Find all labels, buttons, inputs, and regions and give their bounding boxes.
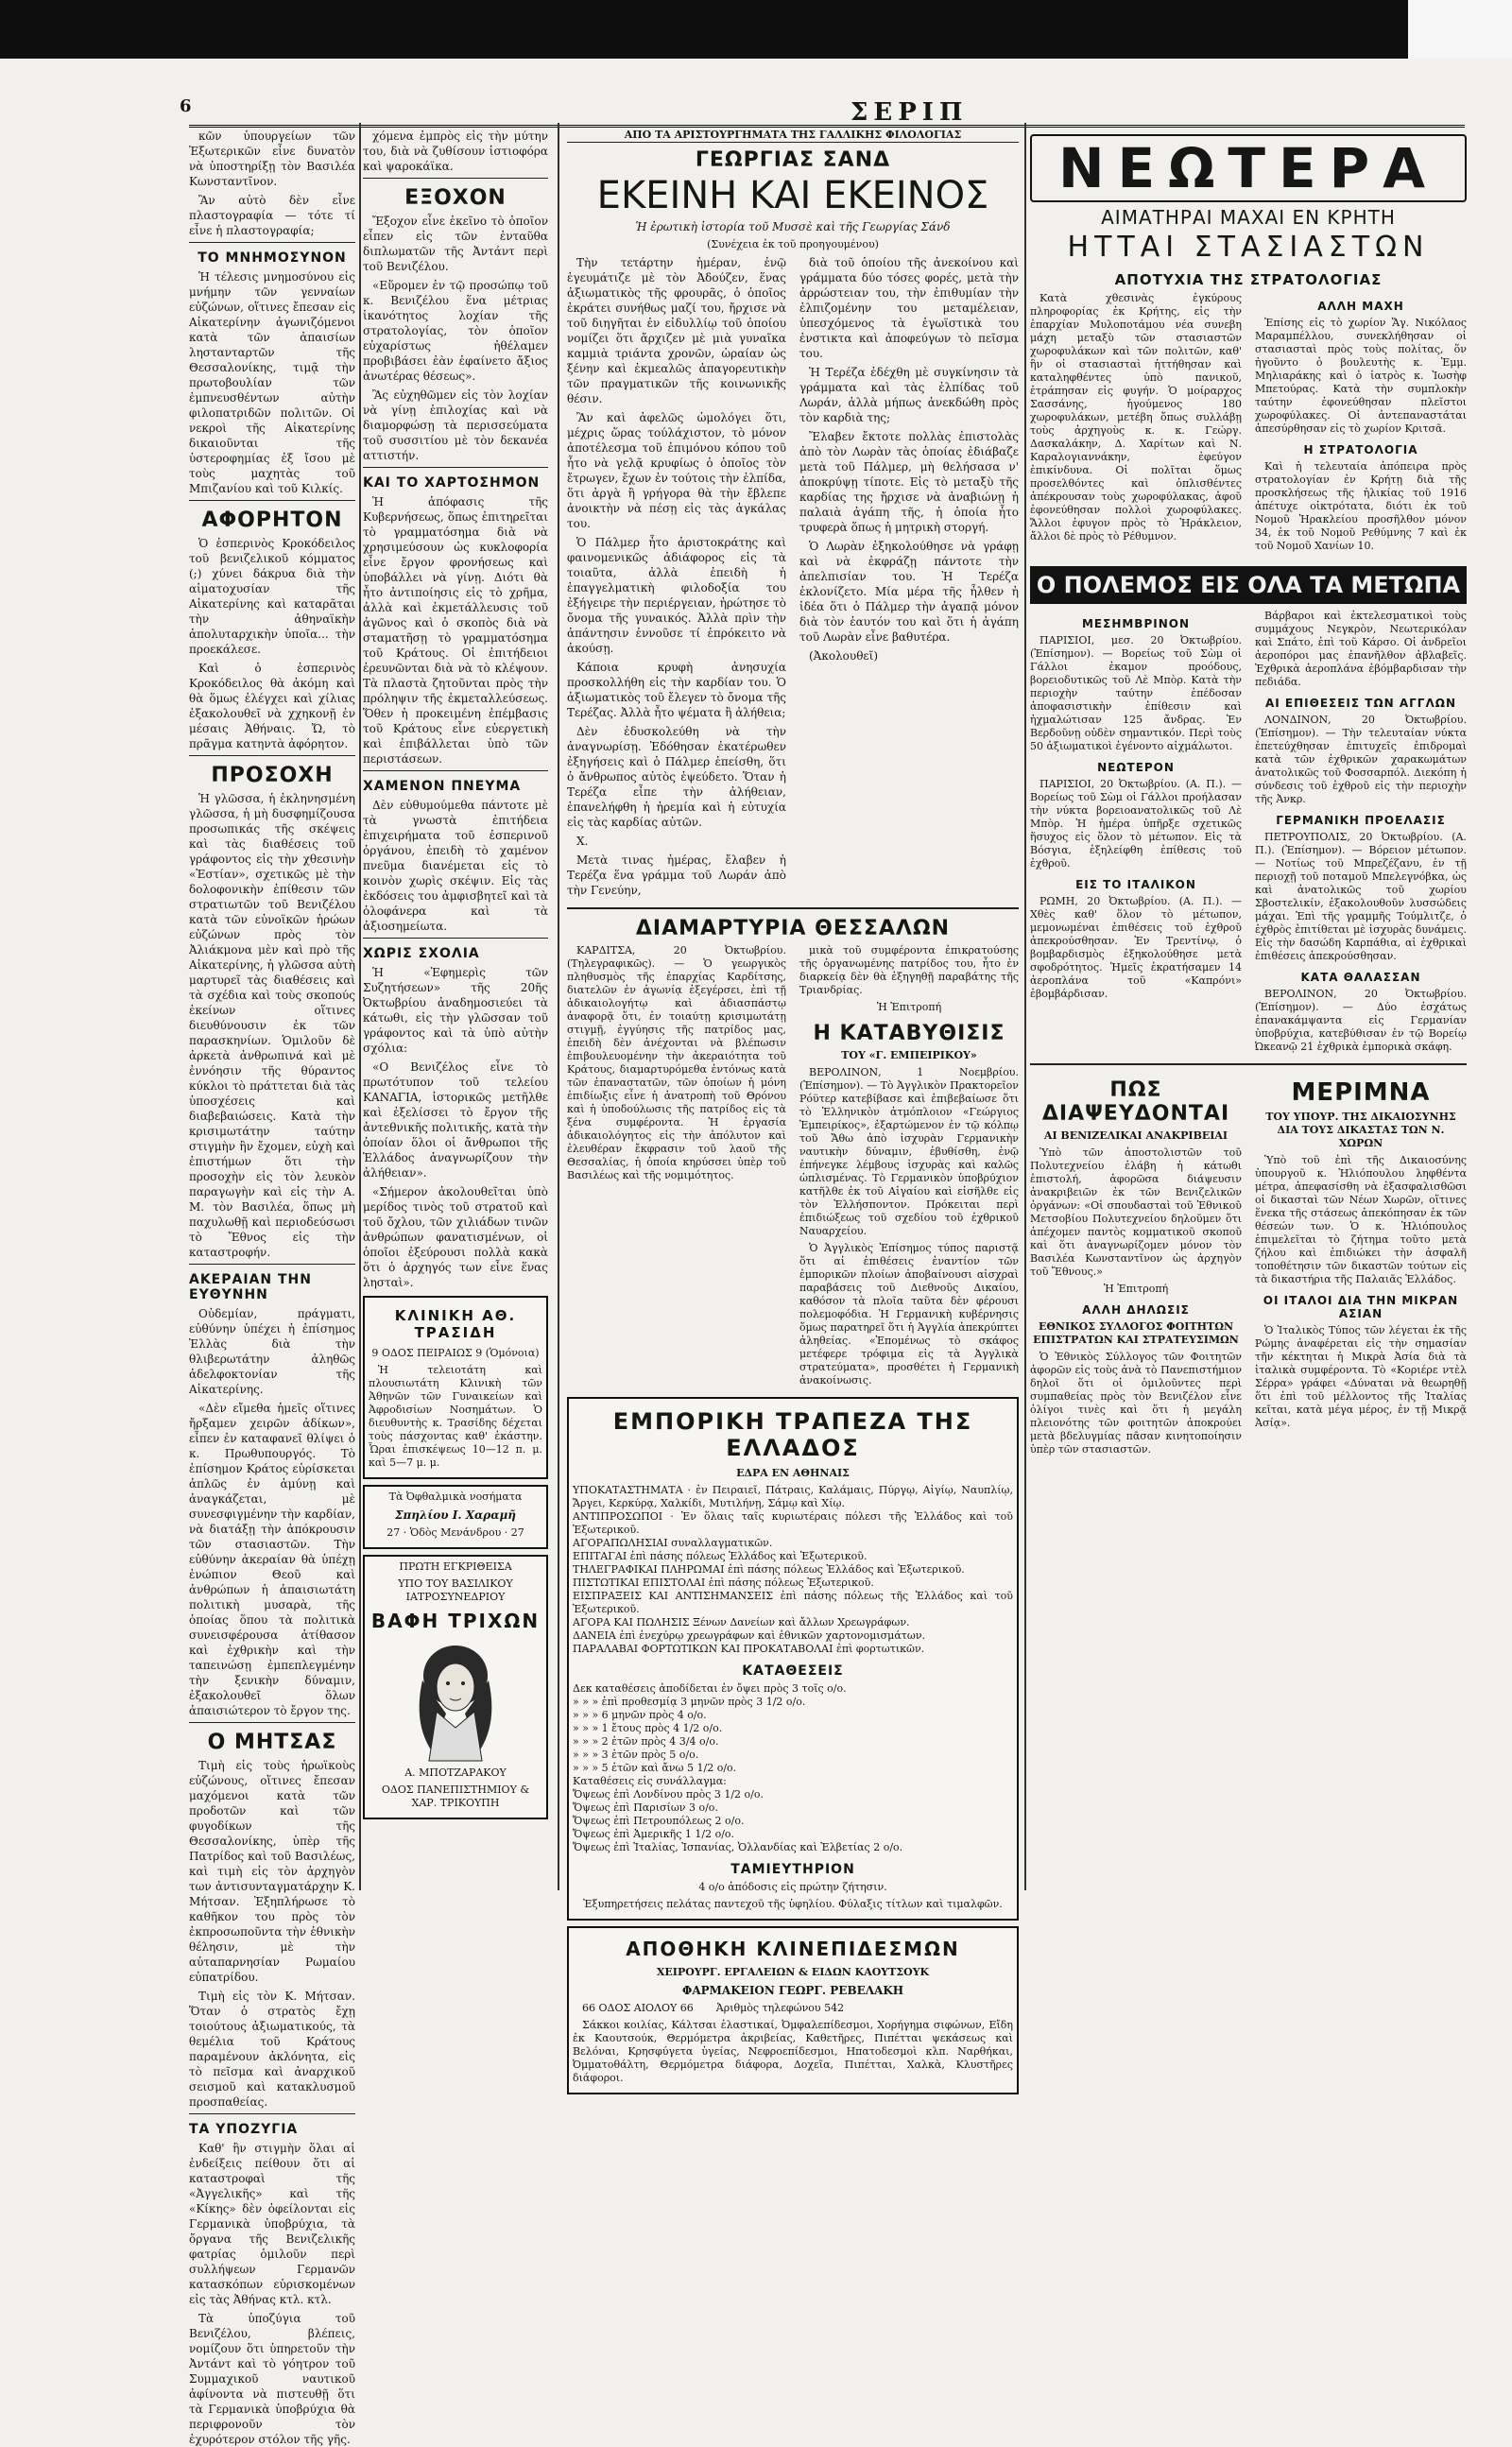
serial-header: ΑΠΟ ΤΑ ΑΡΙΣΤΟΥΡΓΗΜΑΤΑ ΤΗΣ ΓΑΛΛΙΚΗΣ ΦΙΛΟΛΟΓΙΑΣ [567, 129, 1019, 143]
article-heading: ΑΦΟΡΗΤΟΝ [201, 508, 343, 532]
article-paragraph: «Ο Βενιζέλος εἶνε τὸ πρωτότυπον τοῦ τελείου ΚΑΝΑΓΙΑ, ἱστορικῶς μετῆλθε καὶ ἐξελίσσει τὸ ἔργον τῆς ἀντεθνικῆς πολιτικῆς, κατὰ τὴν ὁποίαν ὅλοι οἱ ἄνθρωποι τῆς Ἑλλάδος ἀναγνωρίζουν τὴν ἀλήθειαν». [363, 1060, 548, 1180]
war-text: Βάρβαροι καὶ ἐκτελεσματικοὶ τοὺς συμμάχους Νεγκρὸν, Νεωτερικόλαν καὶ Σπάτο, ἐπὶ τοῦ Κάρσο. Οἱ ἀνδρεῖοι ἀεροπόροι μας ἐπανῆλθον ἀβλαβεῖς. Ἐχθρικὰ ἀεροπλάνα ἐβόμβαρδισαν τὴν πεδιάδα. [1255, 610, 1467, 688]
protest-sign: Ἡ Ἐπιτροπή [876, 1001, 942, 1013]
deposit-rates [573, 1696, 1013, 1775]
hairdye-title: ΒΑΦΗ ΤΡΙΧΩΝ [370, 1610, 541, 1632]
sinking-text: Ὁ Ἀγγλικὸς Ἐπίσημος τύπος παριστᾷ ὅτι αἱ ἐπιθέσεις ἐναντίον τῶν ἐμπορικῶν πλοίων ἀποβαίνουσι αἰσχραὶ παραβάσεις τοῦ Διεθνοῦς Δικαίου, καθόσον τὰ πλοῖα ταῦτα δὲν φέρουσι πολεμοφόδια. Ἡ Γερμανικὴ κυβέρνησις ὅμως παρατηρεῖ ὅτι ἡ Ἀγγλία ἀπεκρύπτει ἀληθείας. «Ἐπομένως τὸ σκάφος μετέφερε τρόφιμα εἰς τὰ Ἀγγλικὰ στρατεύματα», προσθέτει ἡ Γερμανικὴ ἀνακοίνωσις. [799, 1242, 1019, 1387]
bank-service-line: ΥΠΟΚΑΤΑΣΤΗΜΑΤΑ · ἐν Πειραιεῖ, Πάτραις, Καλάμαις, Πύργῳ, Αἰγίῳ, Ναυπλίῳ, Ἄργει, Κερκύρᾳ, Χαλκίδι, Μυτιλήνῃ, Σάμῳ καὶ Χίῳ. [573, 1484, 1013, 1509]
pharmacy-advert [567, 1926, 1019, 2094]
denial-text: Ὁ Ἐθνικὸς Σύλλογος τῶν Φοιτητῶν ἀφορῶν εἰς τοὺς ἀνὰ τὸ Πανεπιστήμιον δηλοῖ ὅτι οἱ ὁμιλοῦντες περὶ συμπαθείας πρὸς τὸν Βενιζέλον εἶνε ὀλίγοι τινὲς καὶ ὅτι ἡ μεγάλη πλειονότης τῶν φοιτητῶν ἀποκρούει μετὰ βδελυγμίας πᾶσαν κινητοποίησιν ὑπὲρ τῶν στασιαστῶν. [1030, 1351, 1242, 1456]
article-paragraph: Καὶ ὁ ἐσπερινὸς Κροκόδειλος θὰ ἀκόμη καὶ θὰ ὅμως ἐλέγχει καὶ χίλιας ἐξακολουθεῖ νὰ χχηκονῇ ἐν μέσαις Ἀθήναις. Ὤ, τὸ πρᾶγμα κατηντὰ ἀφόρητον. [189, 662, 355, 750]
pharmacy-title: ΑΠΟΘΗΚΗ ΚΛΙΝΕΠΙΔΕΣΜΩΝ [626, 1938, 960, 1960]
divider [363, 938, 548, 939]
merimna-subtitle: ΤΟΥ ΥΠΟΥΡ. ΤΗΣ ΔΙΚΑΙΟΣΥΝΗΣ ΔΙΑ ΤΟΥΣ ΔΙΚΑΣΤΑΣ ΤΩΝ Ν. ΧΩΡΩΝ [1265, 1111, 1456, 1149]
bank-service-line: ΠΙΣΤΩΤΙΚΑΙ ΕΠΙΣΤΟΛΑΙ ἐπὶ πάσης πόλεως Ἐξωτερικοῦ. [573, 1577, 874, 1589]
divider [363, 467, 548, 468]
scan-dark-band [0, 0, 1512, 59]
eye-advert-doctor: Σπηλίου Ι. Χαραμῆ [395, 1508, 516, 1522]
deposit-rate-line: » » » ἐπὶ προθεσμίᾳ 3 μηνῶν πρὸς 3 1/2 ο/ο. [573, 1696, 806, 1708]
crete-text: Κατὰ χθεσινὰς ἐγκύρους πληροφορίας ἐκ Κρήτης, εἰς τὴν ἐπαρχίαν Μυλοποτάμου νέα συνεβη μάχη μεταξὺ τῶν στασιαστῶν χωροφυλάκων καὶ τῶν πολιτῶν, καθ' ἣν οἱ στασιασταὶ ἡττήθησαν καὶ καταληφθέντες ὑπὸ πανικοῦ, ἐτράπησαν εἰς φυγήν. Ὁ μοίραρχος Σασσάνης, ἡγούμενος 180 χωροφυλάκων, μετέβη ὅπως συλλάβῃ τοὺς ἀρχηγοὺς κ. κ. Γεώργ. Δασκαλάκην, Δ. Χαρίτων καὶ Ν. Καραλογιαννάκην, ἐφεύγον ἐπικίνδυνα. Οἱ πολῖται ὅμως προσελθόντες καὶ ὁπλισθέντες ἀπέκρουσαν τοὺς χωροφύλακας, ἀφοῦ ἐφονεύθησαν πολλοὶ χωροφύλακες. Ἄλλοι ἐφυγον πρὸς τὸ Ἡράκλειον, ἄλλοι δὲ πρὸς τὸ Ρέθυμνον. [1030, 292, 1242, 543]
sinking-title: Η ΚΑΤΑΒΥΘΙΣΙΣ [813, 1022, 1005, 1045]
serial-paragraph: διὰ τοῦ ὁποίου τῆς ἀνεκοίνου καὶ γράμματα δύο τόσες φορές, μετὰ τὴν ἀρρώστειαν του, τὴν ἐπιθυμίαν τὴν ἐλπιζομένην του μεταμέλειαν, ὑπεσχόμενος τὰ ἐγωϊστικὰ του ἐνστικτα καὶ ἀποφεύγων τὸ πεῖσμα του. [799, 256, 1019, 360]
newspaper-name: ΣΕΡΙΠ [850, 98, 969, 127]
neotera-banner: ΝΕΩΤΕΡΑ [1030, 134, 1467, 202]
crete-text: Ἐπίσης εἰς τὸ χωρίον Ἅγ. Νικόλαος Μαραμπέλλου, συνεκλήθησαν οἱ στασιασταὶ πρὸς τοὺς πολίτας, ὅν ἡγοῦντο ὁ βουλευτὴς κ. Ἐμμ. Μηλιαράκης καὶ ὁ ἰατρὸς κ. Ἰωσὴφ Μπετούρας. Κατὰ τὴν συμπλοκὴν ταύτην ἐφονεύθησαν πλεῖστοι χωροφύλακες. Οἱ ἀντεπαναστάται ἀπεσύρθησαν εἰς τὸ χωρίον Κριτσᾶ. [1255, 317, 1467, 435]
article-paragraph: Δὲν εὐθυμούμεθα πάντοτε μὲ τὰ γνωστὰ ἐπιτήδεια ἐπιχειρήματα τοῦ ἐσπερινοῦ ὀργάνου, ἐπειδὴ τὸ χαμένον πνεῦμα διανέμεται εἰς τὸ κοινὸν χωρὶς σκέψιν. Εἰς τὰς ἐκδόσεις του ἀμφισβητεῖ καὶ τὰ ὁλοφάνερα καὶ τὰ ἀξιοσημείωτα. [363, 799, 548, 933]
savings-text: 4 ο/ο ἀπόδοσις εἰς πρώτην ζήτησιν. [698, 1881, 887, 1893]
divider [189, 755, 355, 756]
war-subhead: ΓΕΡΜΑΝΙΚΗ ΠΡΟΕΛΑΣΙΣ [1276, 814, 1446, 827]
article-paragraph: Ἂς εὐχηθῶμεν εἰς τὸν λοχίαν νὰ γίνῃ ἐπιλοχίας καὶ νὰ διαμορφώσῃ τὰ περισσεύματα τοῦ συσσιτίου μὲ τὸν δεκανέα αττιστήν. [363, 388, 548, 462]
hairdye-maker: Α. ΜΠΟΤΖΑΡΑΚΟΥ [404, 1766, 507, 1779]
clinic-title: ΚΛΙΝΙΚΗ ΑΘ. ΤΡΑΣΙΔΗ [394, 1307, 517, 1341]
pharmacy-phone: Ἀριθμὸς τηλεφώνου 542 [715, 2002, 845, 2014]
crete-text: Καὶ ἡ τελευταία ἀπόπειρα πρὸς στρατολογίαν ἐν Κρήτῃ διὰ τῆς προσκλήσεως τῆς ἡλικίας τοῦ 1916 ἀπέτυχε οἰκτρότατα, διότι ἐκ τοῦ Νομοῦ Ἡρακλείου προσῆλθον μόνον 34, ἐκ τοῦ Νομοῦ Ρεθύμνης 7 καὶ ἐκ τοῦ Νομοῦ Χανίων 10. [1255, 460, 1467, 552]
article-heading: ΠΡΟΣΟΧΗ [211, 764, 334, 787]
deposit-rate-line: » » » 1 ἔτους πρὸς 4 1/2 ο/ο. [573, 1722, 723, 1734]
denial-subhead: ΑΛΛΗ ΔΗΛΩΣΙΣ [1082, 1303, 1190, 1317]
serial-title: ΕΚΕΙΝΗ ΚΑΙ ΕΚΕΙΝΟΣ [596, 174, 989, 217]
serial-paragraph: Κάποια κρυφὴ ἀνησυχία προσκολλήθη εἰς τὴν καρδίαν του. Ὁ ἀξιωματικὸς τοῦ ἔλεγεν τὸ ὄνομα τῆς Τερέζας. Ἀλλὰ ἦτο ψέματα ἢ ἀλήθεια; [567, 661, 786, 719]
war-subhead: ΕΙΣ ΤΟ ΙΤΑΛΙΚΟΝ [1075, 878, 1196, 891]
serial-col-left [567, 255, 786, 902]
denial-sign: Ἡ Ἐπιτροπή [1103, 1283, 1169, 1295]
war-text: ΡΩΜΗ, 20 Ὀκτωβρίου. (Α. Π.). — Χθὲς καθ' ὅλον τὸ μέτωπον, μεμονωμέναι ἐπιθέσεις τοῦ ἐχθροῦ ἀπεκρούσθησαν. Ἐν Τρεντίνῳ, ὁ βομβαρδισμὸς ἐξηκολούθησε μετὰ σφοδρότητος. Ἡμεῖς ἐκρατήσαμεν 14 ἀεροπλάνα τοῦ «Καπρόνι» ἐβομβάρδισαν. [1030, 895, 1242, 1000]
column-rule [558, 123, 559, 1890]
article-paragraph: Τιμὴ εἰς τοὺς ἡρωϊκοὺς εὐζώνους, οἵτινες ἔπεσαν μαχόμενοι κατὰ τῶν προδοτῶν καὶ τῶν φυγοδίκων τῆς Θεσσαλονίκης, ὑπὲρ τῆς Πατρίδος καὶ τοῦ Βασιλέως, καὶ τιμὴ εἰς τὸν ἀρχηγὸν των ἀντισυνταγματάρχην Κ. Μήτσαν. Ἐξηπλήρωσε τὸ καθῆκον του πρὸς τὸν ἐκπροσωποῦντα τὴν ἐθνικὴν θέλησιν, μὲ τὴν αὐταπαρνησίαν Ρωμαίου εὐπατρίδου. [189, 1759, 355, 1984]
safe-text: Ἐξυπηρετήσεις πελάτας παντεχοῦ τῆς ὑφηλίου. Φύλαξις τίτλων καὶ τιμαλφῶν. [583, 1898, 1003, 1910]
crete-headline: ΑΠΟΤΥΧΙΑ ΤΗΣ ΣΤΡΑΤΟΛΟΓΙΑΣ [1114, 271, 1383, 288]
article-paragraph: Ὁ ἐσπερινὸς Κροκόδειλος τοῦ βενιζελικοῦ κόμματος (;) χύνει δάκρυα διὰ τὴν αἱματοχυσίαν τῆς Αἰκατερίνης καὶ καταρᾶται τὴν ἀθηναϊκὴν ἀπολυταρχικὴν ὑποῖα... τὴν προεκάλεσε. [189, 537, 355, 656]
woman-portrait-icon [408, 1638, 503, 1761]
serial-subtitle: Ἡ ἐρωτικὴ ἱστορία τοῦ Μυσσὲ καὶ τῆς Γεωργίας Σάνδ [635, 220, 951, 233]
hairdye-heading: ΠΡΩΤΗ ΕΓΚΡΙΘΕΙΣΑ [399, 1560, 512, 1573]
article-heading: ΧΩΡΙΣ ΣΧΟΛΙΑ [363, 946, 480, 961]
article-paragraph: Ἂν αὐτὸ δὲν εἶνε πλαστογραφία — τότε τί εἶνε ἡ πλαστογραφία; [189, 194, 355, 237]
denial-subhead: ΕΘΝΙΚΟΣ ΣΥΛΛΟΓΟΣ ΦΟΙΤΗΤΩΝ ΕΠΙΣΤΡΑΤΩΝ ΚΑΙ ΣΤΡΑΤΕΥΣΙΜΩΝ [1033, 1320, 1239, 1346]
protest-title: ΔΙΑΜΑΡΤΥΡΙΑ ΘΕΣΣΑΛΩΝ [635, 917, 951, 940]
serial-paragraph: Μετὰ τινας ἡμέρας, ἔλαβεν ἡ Τερέζα ἕνα γράμμα τοῦ Λωράν ἀπὸ τὴν Γενεύην, [567, 853, 786, 897]
article-paragraph: Ἡ τέλεσις μνημοσύνου εἰς μνήμην τῶν γενναίων εὐζώνων, οἵτινες ἔπεσαν εἰς Αἰκατερίνην ἀγωνιζόμενοι κατὰ τῶν ἀπαισίων ληστανταρτῶν τῆς Θεσσαλονίκης, τιμᾷ τὴν πρωτοβουλίαν τῶν ἐμπνευσθέντων αὐτὴν φιλοπατριδῶν πολιτῶν. Οἱ νεκροὶ τῆς Αἰκατερίνης δικαιοῦνται τῆς ὑστεροφημίας ἐξ ἴσου μὲ τοὺς μαχητὰς τοῦ Μπιζανίου καὶ τοῦ Κιλκίς. [189, 270, 355, 495]
protest-text: μικὰ τοῦ συμφέροντα ἐπικρατούσης τῆς ὀργανωμένης πατρίδος του, ἦτο ἐν διαρκείᾳ δὲν θὰ ἐξηγηθῇ παραβάτης τῆς Τριανδρίας. [799, 944, 1019, 996]
eye-doctor-advert [363, 1485, 548, 1549]
war-subhead: ΜΕΣΗΜΒΡΙΝΟΝ [1081, 617, 1190, 630]
pharmacy-text: Σάκκοι κοιλίας, Κάλτσαι ἐλαστικαί, Ὀμφαλεπίδεσμοι, Χορήγημα σιφώνων, Εἴδη ἐκ Καουτσούκ, Θερμόμετρα ἀκριβείας, Καθετῆρες, Πιπέτται ψεκάσεως καὶ Βελόναι, Κρησφύγετα ὑγείας, Νεφροεπίδεσμοι, Ηπατοδεσμοὶ κλπ. Ναρθήκαι, Ὀμματοθάλτη, Θερμόμετρα διάφορα, Δοχεῖα, Πιπέτται, Χαλκὰ, Κλυστῆρες διάφοροι. [573, 2019, 1013, 2084]
article-paragraph: χόμενα ἐμπρὸς εἰς τὴν μύτην του, διὰ νὰ ζυθίσουν ἱστιοφόρα καὶ ψαροκάϊκα. [363, 129, 548, 173]
article-paragraph: Καθ' ἣν στιγμὴν ὅλαι αἱ ἐνδείξεις πείθουν ὅτι αἱ καταστροφαὶ τῆς «Ἀγγελικῆς» καὶ τῆς «Κίκης» δὲν ὀφείλονται εἰς Γερμανικὰ ὑποβρύχια, τὰ ὄργανα τῆς Βενιζελικῆς φατρίας ὁμιλοῦν περὶ συλλήψεων Γερμανῶν κατασκόπων εὑρισκομένων εἰς τὰς Ἀθήνας κτλ. κτλ. [189, 2142, 355, 2306]
serial-paragraph: Ἡ Τερέζα ἐδέχθη μὲ συγκίνησιν τὰ γράμματα καὶ τὰς ἐλπίδας τοῦ Λωράν, ἀλλὰ μήπως ἀνεκδώθη πρὸς τὸν καρδιὰ της; [799, 366, 1019, 424]
page-mark: 6 [180, 96, 192, 116]
foreign-rate-line: Ὄψεως ἐπὶ Παρισίων 3 ο/ο. [573, 1801, 718, 1814]
bank-service-line: ΤΗΛΕΓΡΑΦΙΚΑΙ ΠΛΗΡΩΜΑΙ ἐπὶ πάσης πόλεως Ἑλλάδος καὶ Ἐξωτερικοῦ. [573, 1563, 965, 1576]
bank-service-line: ΑΓΟΡΑΠΩΛΗΣΙΑΙ συναλλαγματικῶν. [573, 1537, 773, 1549]
crete-subhead: ΑΛΛΗ ΜΑΧΗ [1317, 300, 1404, 313]
deposit-rate-line: » » » 2 ἐτῶν πρὸς 4 3/4 ο/ο. [573, 1735, 719, 1748]
bank-service-line: ΠΑΡΑΛΑΒΑΙ ΦΟΡΤΩΤΙΚΩΝ ΚΑΙ ΠΡΟΚΑΤΑΒΟΛΑΙ ἐπὶ φορτωτικῶν. [573, 1643, 925, 1655]
clinic-text: Ἡ τελειοτάτη καὶ πλουσιωτάτη Κλινικὴ τῶν Ἀθηνῶν τῶν Γυναικείων καὶ Ἀφροδισίων Νοσημάτων. Ὁ διευθυντὴς κ. Τρασίδης δέχεται τοὺς πάσχοντας καθ' ἑκάστην. Ὧραι ἐπισκέψεως 10—12 π. μ. καὶ 5—7 μ. μ. [369, 1364, 542, 1469]
sinking-subtitle: ΤΟΥ «Γ. ΕΜΠΕΙΡΙΚΟΥ» [841, 1049, 977, 1061]
foreign-rate-line: Ὄψεως ἐπὶ Ἰταλίας, Ἰσπανίας, Ὁλλανδίας καὶ Ἑλβετίας 2 ο/ο. [573, 1841, 903, 1853]
italoi-title: ΟΙ ΙΤΑΛΟΙ ΔΙΑ ΤΗΝ ΜΙΚΡΑΝ ΑΣΙΑΝ [1263, 1294, 1459, 1320]
woman-portrait-drawing [408, 1638, 503, 1761]
article-heading: Ο ΜΗΤΣΑΣ [207, 1731, 337, 1754]
serial-continued: (Συνέχεια ἐκ τοῦ προηγουμένου) [707, 238, 879, 250]
article-heading: ΤΑ ΥΠΟΖΥΓΙΑ [189, 2122, 299, 2137]
bank-advert [567, 1397, 1019, 1921]
article-heading: ΤΟ ΜΝΗΜΟΣΥΝΟΝ [198, 250, 347, 266]
serial-paragraph: Ὁ Λωρὰν ἐξηκολούθησε νὰ γράφῃ καὶ νὰ ἐκφράζῃ πάντοτε τὴν ἀπελπισίαν του. Ἡ Τερέζα ἐκλονίζετο. Μία μέρα τῆς ἦλθεν ἡ ἰδέα ὅτι ὁ Πάλμερ τὴν ἀγαπᾷ μόνον διὰ τὸν ἑαυτόν του καὶ ὅτι ἡ ἀγάπη τοῦ Λωρὰν εἶνε βαθυτέρα. [799, 540, 1019, 644]
war-subhead: ΚΑΤΑ ΘΑΛΑΣΣΑΝ [1300, 971, 1421, 984]
war-text: ΒΕΡΟΛΙΝΟΝ, 20 Ὀκτωβρίου. (Ἐπίσημον). — Δύο ἐσχάτως ἐπανακάμψαντα εἰς Γερμανίαν ὑποβρύχια, κατεβύθισαν ἐν τῷ Βορείῳ Ὠκεανῷ 21 ἐχθρικὰ ἐμπορικὰ σκάφη. [1255, 988, 1467, 1053]
article-heading: ΚΑΙ ΤΟ ΧΑΡΤΟΣΗΜΟΝ [363, 475, 541, 491]
column-rule [1024, 123, 1026, 1890]
serial-col-right [799, 255, 1019, 902]
page-masthead [180, 96, 1465, 128]
column-rule [359, 123, 361, 1890]
crete-headline: ΑΙΜΑΤΗΡΑΙ ΜΑΧΑΙ ΕΝ ΚΡΗΤΗ [1101, 206, 1396, 229]
war-subhead: ΝΕΩΤΕΡΟΝ [1097, 761, 1175, 774]
savings-title: ΤΑΜΙΕΥΤΗΡΙΟΝ [730, 1862, 855, 1877]
war-banner: Ο ΠΟΛΕΜΟΣ ΕΙΣ ΟΛΑ ΤΑ ΜΕΤΩΠΑ [1030, 566, 1467, 604]
article-paragraph: «Εὕρομεν ἐν τῷ προσώπῳ τοῦ κ. Βενιζέλου ἕνα μέτριας ἱκανότητος λοχίαν τῆς στρατολογίας, τὸν ὁποῖον εὐχαρίστως ἠθέλαμεν προβιβάσει ἐὰν ἐφαίνετο ἄξιος ἀνωτέρας θέσεως». [363, 279, 548, 383]
divider [363, 178, 548, 179]
eye-advert-heading: Τὰ Ὀφθαλμικὰ νοσήματα [388, 1491, 523, 1503]
serial-paragraph: Τὴν τετάρτην ἡμέραν, ἐνῷ ἐγευμάτιζε μὲ τὸν Ἀδούζεν, ἕνας ἀξιωματικὸς τῆς φρουρᾶς, ὁ ὁποῖος ἐκράτει συνήθως μαζί του, ἤρχισε νὰ τοῦ διηγῆται ἐν εἰδυλλίῳ τοῦ ὁποίου νομίζει ὅτι ἄρχιζεν μὲ μιὰ γυναῖκα καμμιὰ τριάντα χρονῶν, ὡραίαν ὡς ξένην καὶ ἐκμεαλῶς ἀπαγορευτικὴν τῶν πραγματικῶν τῆς κοινωνικῆς θέσιν. [567, 256, 786, 405]
column-2 [363, 129, 548, 1887]
foreign-rate-line: Ὄψεως ἐπὶ Πετρουπόλεως 2 ο/ο. [573, 1815, 745, 1827]
hair-dye-advert [363, 1555, 548, 1819]
italoi-text: Ὁ Ἰταλικὸς Τύπος τῶν λέγεται ἐκ τῆς Ρώμης ἀναφέρεται εἰς τὴν σημασίαν τῆν κέκτηται ἡ Μικρὰ Ἀσία διὰ τὰ ἰταλικὰ συμφέροντα. Τὸ «Κοριέρε ντὲλ Σέρρα» γράφει «Δύναται νὰ θεωρηθῇ ὅτι ἐπὶ τοῦ μέλλοντος τῆς Ἰταλίας κεῖται, κατὰ μέγα μέρος, ἐν τῇ Μικρᾷ Ἀσίᾳ». [1255, 1324, 1467, 1429]
column-3 [567, 129, 1019, 2084]
serial-paragraph: Ἂν καὶ ἀφελῶς ὡμολόγει ὅτι, μέχρις ὥρας τούλάχιστον, τὸ μόνον ἀποτέλεσμα τοῦ ἐπιμόνου κόπου τοῦ ἦτο νὰ γελᾷ κρυφίως ὁ ὁποῖος τὸν ἔτρωγεν, ἔχων ἐν τούτοις τὴν ἐλπίδα, ὅτι ἀργὰ ἢ γρήγορα θὰ τὴν ἔβλεπε ἀνοικτὴν νὰ πέσῃ εἰς τὰς ἀγκάλας του. [567, 411, 786, 530]
bank-service-line: ΑΓΟΡΑ ΚΑΙ ΠΩΛΗΣΙΣ Ξένων Δανείων καὶ ἄλλων Χρεωγράφων. [573, 1616, 910, 1628]
war-subhead: ΑΙ ΕΠΙΘΕΣΕΙΣ ΤΩΝ ΑΓΓΛΩΝ [1265, 697, 1456, 710]
serial-paragraph: Ὁ Πάλμερ ἦτο ἀριστοκράτης καὶ φαινομενικῶς ἀδιάφορος εἰς τὰ τοιαῦτα, ἀλλὰ ἐπειδὴ ἡ ἐπαγγελματικὴ φιλοδοξία του ἐξήγειρε τὴν περιέργειαν, ἠρώτησε τὸ ὄνομα τῆς γυναικός. Ἀλλὰ πρὶν τὴν ἀπάντησιν ἐννοῦσε τί ἐπρόκειτο νὰ ἀκούσῃ. [567, 536, 786, 655]
crete-headline: ΗΤΤΑΙ ΣΤΑΣΙΑΣΤΩΝ [1067, 231, 1430, 264]
pharmacy-shop: ΦΑΡΜΑΚΕΙΟΝ ΓΕΩΡΓ. ΡΕΒΕΛΑΚΗ [681, 1984, 904, 1997]
deposits-intro: Δεκ καταθέσεις ἀποδίδεται ἐν ὄψει πρὸς 3 τοῖς ο/ο. [573, 1682, 847, 1695]
divider [189, 1722, 355, 1723]
article-heading: ΧΑΜΕΝΟΝ ΠΝΕΥΜΑ [363, 779, 522, 794]
divider [189, 500, 355, 501]
article-paragraph: κῶν ὑπουργείων τῶν Ἐξωτερικῶν εἶνε δυνατὸν νὰ ὑποστηρίξῃ τὸν Βασιλέα Κωνσταντῖνον. [189, 129, 355, 188]
crete-subhead: Η ΣΤΡΑΤΟΛΟΓΙΑ [1303, 443, 1418, 457]
bank-service-line: ΑΝΤΙΠΡΟΣΩΠΟΙ · Ἐν ὅλαις ταῖς κυριωτέραις πόλεσι τῆς Ἑλλάδος καὶ τοῦ Ἐξωτερικοῦ. [573, 1510, 1013, 1536]
clinic-address: 9 ΟΔΟΣ ΠΕΙΡΑΙΩΣ 9 (Ὁμόνοια) [371, 1347, 540, 1359]
serial-paragraph: Ἔλαβεν ἔκτοτε πολλὰς ἐπιστολὰς ἀπὸ τὸν Λωρὰν τὰς ὁποίας ἐδιάβαζε μετὰ τοῦ Πάλμερ, μὴ θελήσασα ν' ἀποκρύψῃ τίποτε. Εἰς τὸ μεταξὺ τῆς καρδίας της ἤρχισε νὰ ἀναβιώνῃ ἡ παλαιὰ ἀγάπη τῆς, ἡ ὁποία ἦτο τρυφερὰ ὅπως ἡ μητρικὴ στοργή. [799, 430, 1019, 534]
deposit-rate-line: » » » 5 ἐτῶν καὶ ἄνω 5 1/2 ο/ο. [573, 1762, 737, 1774]
hairdye-heading: ΥΠΟ ΤΟΥ ΒΑΣΙΛΙΚΟΥ ΙΑΤΡΟΣΥΝΕΔΡΙΟΥ [398, 1577, 513, 1603]
article-paragraph: Ἔξοχον εἶνε ἐκεῖνο τὸ ὁποῖον εἶπεν εἰς τῶν ἐνταῦθα διπλωματῶν τῆς Ἀντάντ περὶ τοῦ Βενιζέλου. [363, 215, 548, 273]
denial-text: Ὑπὸ τῶν ἀποστολιστῶν τοῦ Πολυτεχνείου ἐλάβη ἡ κάτωθι ἐπιστολή, ἀφορῶσα διάψευσιν ἀνακριβειῶν ἐκ τῶν Βενιζελικῶν ὀργάνων: «Οἱ σπουδασταὶ τοῦ Ἐθνικοῦ Μετσοβίου Πολυτεχνείου δηλοῦμεν ὅτι ἀπέχομεν παντὸς κομματικοῦ σκοποῦ καὶ ὅτι ἀναγνωρίζομεν μόνον τὸν Βασιλέα Κωνσταντῖνον ὡς ἀρχηγὸν τοῦ Ἔθνους.» [1030, 1146, 1242, 1278]
article-paragraph: Τὰ ὑποζύγια τοῦ Βενιζέλου, βλέπεις, νομίζουν ὅτι ὑπηρετοῦν τὴν Ἀντάντ καὶ τὸ γόητρον τοῦ Συμμαχικοῦ ναυτικοῦ ἀφίνοντα νὰ πιστευθῇ ὅτι τὰ Γερμανικὰ ὑποβρύχια θὰ περιφρονοῦν τὸν ἐχυρότερον στόλον τῆς γῆς. [189, 2312, 355, 2446]
war-text: ΠΑΡΙΣΙΟΙ, 20 Ὀκτωβρίου. (Α. Π.). — Βορείως τοῦ Σὼμ οἱ Γάλλοι προήλασαν τὴν νύκτα βορειοανατολικῶς τοῦ Λὲ Μπὸρ. Ἡ ἡμέρα ὑπῆρξε σχετικῶς ἥσυχος εἰς ὅλον τὸ μέτωπον. Εἰς τὰ Βόσγια, ἐξηλείφθη ἐπίθεσις τοῦ ἐχθροῦ. [1030, 778, 1242, 870]
war-text: ΠΑΡΙΣΙΟΙ, μεσ. 20 Ὀκτωβρίου. (Ἐπίσημον). — Βορείως τοῦ Σὼμ οἱ Γάλλοι ἐκαμον προόδους, βορειοδυτικῶς τοῦ Λὲ Μπὸρ. Κατὰ τὴν περιοχὴν ταύτην ἐπέδοσαν ἀποφασιστικὴν ἐπίθεσιν καὶ ἠχμαλώτισαν 125 ἄνδρας. Ἐν Βερδοῦνῃ οὐδὲν σημαντικόν. Περὶ τοὺς 50 ἀξιωματικοὶ ἐγένοντο αἰχμάλωτοι. [1030, 634, 1242, 752]
denial-subtitle: ΑΙ ΒΕΝΙΖΕΛΙΚΑΙ ΑΝΑΚΡΙΒΕΙΑΙ [1043, 1129, 1228, 1142]
serial-paragraph: Δὲν ἐδυσκολεύθη νὰ τὴν ἀναγνωρίσῃ. Ἐδόθησαν ἐκατέρωθεν ἐξηγήσεις καὶ ὁ Πάλμερ ἐπείσθη, ὅτι ὁ ἄνθρωπος αὐτὸς ἐψεύδετο. Ὅταν ἡ Τερέζα εἶπε τὴν ἀλήθειαν, ἐπανελήφθη ἡ ἠρεμία καὶ ἡ εὐτυχία εἰς τὰς καρδίας αὐτῶν. [567, 725, 786, 829]
article-paragraph: «Δὲν εἴμεθα ἡμεῖς οἵτινες ἤρξαμεν χειρῶν ἀδίκων», εἶπεν ἐν καταφανεῖ θλίψει ὁ κ. Πρωθυπουργός. Τὸ ἐπίσημον Κράτος εὑρίσκεται ἁπλῶς ἐν ἀμύνῃ καὶ ἀναγκάζεται, μὲ συνεσφιγμένην τὴν καρδίαν, νὰ διατάξῃ τὴν ἀπόκρουσιν τῶν στασιαστῶν. Τὴν εὐθύνην ἀκεραίαν θὰ ὑπέχῃ ἐνώπιον Θεοῦ καὶ ἀνθρώπων ἡ ἀπαισιωτάτη πολιτικὴ μυσαρὰ, τῆς ὁποίας ὅπου τὰ πολιτικὰ συνεισφέρουσα ἀτίθασον καὶ ἐχθρικὴν καὶ τὴν ταπεινώσῃ ἐμπεπλεγμένην τὴν ξενικὴν δύναμιν, ἐξακολουθεῖ ὅλων ἀπαισιώτερον τὸ ἔργον της. [189, 1402, 355, 1717]
foreign-deposit-rates [573, 1775, 1013, 1854]
merimna-title: ΜΕΡΙΜΝΑ [1291, 1078, 1431, 1107]
bank-service-line: ΔΑΝΕΙΑ ἐπὶ ἐνεχύρῳ χρεωγράφων καὶ ἐθνικῶν χαρτονομισμάτων. [573, 1629, 926, 1642]
deposits-title: ΚΑΤΑΘΕΣΕΙΣ [742, 1663, 844, 1679]
war-text: ΛΟΝΔΙΝΟΝ, 20 Ὀκτωβρίου. (Ἐπίσημον). — Τὴν τελευταίαν νύκτα ἐπετεύχθησαν ἐπιτυχεῖς ἐπιδρομαὶ κατὰ τῶν ἐχθρικῶν χαρακωμάτων ἀνατολικῶς τοῦ Φοσσαρπόλ. Διεκόπη ἡ σύνδεσις τοῦ ἐχθροῦ εἰς τὴν περιοχὴν τῆς Ἀνκρ. [1255, 714, 1467, 805]
column-1 [189, 129, 355, 2446]
clinic-advert [363, 1296, 548, 1479]
serial-paragraph: Χ. [576, 835, 589, 848]
hairdye-footer: ΟΔΟΣ ΠΑΝΕΠΙΣΤΗΜΙΟΥ & ΧΑΡ. ΤΡΙΚΟΥΠΗ [381, 1784, 530, 1809]
serial-body [567, 255, 1019, 902]
article-paragraph: «Σήμερον ἀκολουθεῖται ὑπὸ μερίδος τινὸς τοῦ στρατοῦ καὶ τοῦ ὄχλου, τῶν χιλιάδων τινῶν ἀνθρώπων φανατισμένων, οἱ ὁποῖοι ἐξεύρουσι πολλὰ κακὰ ὅτι ὁ ἀρχηγός των εἶνε ἕνας λησταὶ». [363, 1185, 548, 1289]
foreign-rate-line: Ὄψεως ἐπὶ Λονδίνου πρὸς 3 1/2 ο/ο. [573, 1788, 765, 1801]
article-heading: ΕΞΟΧΟΝ [404, 186, 507, 210]
column-4 [1030, 129, 1467, 1887]
divider [189, 1264, 355, 1265]
denial-title: ΠΩΣ ΔΙΑΨΕΥΔΟΝΤΑΙ [1041, 1078, 1230, 1126]
war-text: ΠΕΤΡΟΥΠΟΛΙΣ, 20 Ὀκτωβρίου. (Α. Π.). (Ἐπίσημον). — Βόρειον μέτωπον. — Νοτίως τοῦ Μπρεζέζανυ, ἐν τῇ περιοχῇ τοῦ ποταμοῦ Μπελεγνόβκα, ὡς καὶ ἀνατολικῶς τοῦ χωρίου Σβοστελικίν, ἐξακολουθοῦν λυσσώδεις μάχαι. Ἐπὶ τῆς γραμμῆς Τούμλιτζε, ὁ ἐχθρὸς ἐπιτίθεται μὲ ἰσχυρὰς δυνάμεις. Εἰς τὴν δασώδη Καρπάθια, αἱ ἐχθρικαὶ ἐπιθέσεις ἀπεκρούσθησαν. [1255, 831, 1467, 962]
pharmacy-address: 66 ΟΔΟΣ ΑΙΟΛΟΥ 66 [582, 2002, 694, 2014]
pharmacy-subtitle: ΧΕΙΡΟΥΡΓ. ΕΡΓΑΛΕΙΩΝ & ΕΙΔΩΝ ΚΑΟΥΤΣΟΥΚ [656, 1966, 930, 1978]
foreign-rate-line: Καταθέσεις εἰς συνάλλαγμα: [573, 1775, 727, 1787]
protest-text: ΚΑΡΔΙΤΣΑ, 20 Ὀκτωβρίου. (Τηλεγραφικῶς). — Ὁ γεωργικὸς πληθυσμὸς τῆς ἐπαρχίας Καρδίτσης, διατελῶν ἐν ἀγωνίᾳ ἐξεγέρσει, ἐπὶ τῇ ἀδικαιολογήτῳ καὶ ἀδιασπάστῳ ἀναφορᾷ ὅτι, ἐν τοιαύτῃ κρισιμωτάτῃ στιγμῇ, ἐγγύησις τῆς πατρίδος μας, ἐπειδὴ δὲν ἀνέχονται νὰ βλέπωσιν ἐπιβουλευομένην τὴν ἀκεραιότητα τοῦ Κράτους, διαμαρτυρόμεθα ἐντόνως κατὰ τῶν ἐπαναστατῶν, τῶν ὁποίων ἡ μόνη ἐπιδίωξις εἶνε ἡ ἀνατροπὴ τοῦ Θρόνου καὶ ἡ ὑποδούλωσις τῆς πατρίδος εἰς τὰ ξένα συμφέροντα. Ἡ ἐργασία ἀδικαιολόγητος εἰς τὴν ἀπόλυτον καὶ ἐλευθέραν ἔκφρασιν τοῦ λαοῦ τῆς Θεσσαλίας, ἡ ὁποία κηρύσσει ὑπὲρ τοῦ Βασιλέως καὶ τῆς νομιμότητος. [567, 944, 786, 1181]
bank-services [573, 1484, 1013, 1656]
foreign-rate-line: Ὄψεως ἐπὶ Ἀμερικῆς 1 1/2 ο/ο. [573, 1828, 735, 1840]
deposit-rate-line: » » » 6 μηνῶν πρὸς 4 ο/ο. [573, 1709, 707, 1721]
sinking-text: ΒΕΡΟΛΙΝΟΝ, 1 Νοεμβρίου. (Ἐπίσημον). — Τὸ Ἀγγλικὸν Πρακτορεῖον Ρόϋτερ κατεβίβασε καὶ ἐπιβεβαίωσε ὅτι τὸ Ἑλληνικὸν ἀτμόπλοιον «Γεώργιος Ἐμπειρίκος», ἐξαρτώμενον ἐν τῷ κόλπῳ τοῦ Ἄθω ἀπὸ ἰσχυρὰν Γερμανικὴν ναυτικὴν δύναμιν, ἐβυθίσθη, ἐνῷ ἐπήνεγκε λέμβους ἰσχυρὰς καὶ καλῶς ὡπλισμένας. Τὸ Γερμανικὸν ὑποβρύχιον κατῆλθε ἐκ τοῦ Αἰγαίου καὶ εἰσῆλθε εἰς τὸν Ἑλλήσποντον. Πρόκειται περὶ ἐπιδιώξεως τοῦ σχεδίου τοῦ ἐχθρικοῦ Ναυαρχείου. [799, 1066, 1019, 1237]
eye-advert-address: 27 · Ὁδὸς Μενάνδρου · 27 [387, 1526, 524, 1539]
article-paragraph: Ἡ «Ἐφημερὶς τῶν Συζητήσεων» τῆς 20ῆς Ὀκτωβρίου ἀναδημοσιεύει τὰ κάτωθι, εἰς τὴν γλῶσσαν τοῦ γράφοντος καὶ τὰ ὑπὸ αὐτὴν σχόλια: [363, 966, 548, 1055]
deposit-rate-line: » » » 3 ἐτῶν πρὸς 5 ο/ο. [573, 1749, 699, 1761]
bank-service-line: ΕΠΙΤΑΓΑΙ ἐπὶ πάσης πόλεως Ἑλλάδος καὶ Ἐξωτερικοῦ. [573, 1550, 868, 1562]
protest-body [567, 944, 1019, 1391]
article-paragraph: Οὐδεμίαν, πράγματι, εὐθύνην ὑπέχει ἡ ἐπίσημος Ἑλλὰς διὰ τὴν θλιβερωτάτην ἀληθῶς ἀδελφοκτονίαν τῆς Αἰκατερίνης. [189, 1307, 355, 1396]
article-paragraph: Ἡ ἀπόφασις τῆς Κυβερνήσεως, ὅπως ἐπιτηρεῖται τὸ γραμματόσημα διὰ νὰ χρησιμεύσουν ὡς κυκλοφορία εἶνε ἔργον φρονήσεως καὶ ὑποβάλλει νὰ γίνῃ. Διότι θὰ ἦτο ἀντιποίησις εἰς τὸ χρῆμα, ἀλλὰ καὶ ἐκμετάλλευσις τοῦ ἀγῶνος καὶ ὁ σκοπὸς διὰ νὰ σταματῆσῃ τὸ γραμματόσημα τοῦ Κράτους. Οἱ ἐπιτήδειοι ἐρευνῶνται διὰ νὰ τὸ κλέψουν. Τὰ πλαστὰ ζητοῦνται πρὸς τὴν πρόληψιν τῆς ἐκμεταλλεύσεως. Ὅθεν ἡ προκειμένη ἐπέμβασις τοῦ Κράτους εἶνε εὐεργετικὴ καὶ ἐπιβάλλεται ὑπὸ τῶν περιστάσεων. [363, 495, 548, 766]
article-paragraph: Τιμὴ εἰς τὸν Κ. Μήτσαν. Ὅταν ὁ στρατὸς ἔχῃ τοιούτους ἀξιωματικούς, τὰ θεμέλια τοῦ Κράτους παραμένουν ἀκλόνητα, εἰς τὸ πεῖσμα καὶ ἀναρχικοῦ σεισμοῦ καὶ κατακλυσμοῦ προσπαθείας. [189, 1990, 355, 2109]
serial-author: ΓΕΩΡΓΙΑΣ ΣΑΝΔ [695, 148, 891, 172]
article-heading: ΑΚΕΡΑΙΑΝ ΤΗΝ ΕΥΘΥΝΗΝ [189, 1272, 312, 1302]
merimna-text: Ὑπὸ τοῦ ἐπὶ τῆς Δικαιοσύνης ὑπουργοῦ κ. Ἠλιόπουλου ληφθέντα μέτρα, ἀπεφασίσθη νὰ ἐξασφαλισθῶσι οἱ δικασταὶ τῶν Νέων Χωρῶν, οἵτινες ἕνεκα τῆς στάσεως ἀπεκόπησαν ἐκ τῶν θέσεών των. Ὁ κ. Ἠλιόπουλος ἐπιμελεῖται τὸ ζήτημα τοῦτο μετὰ ζήλου καὶ ἐπιδιώκει τὴν ἀσφαλῆ τοποθέτησιν τῶν δικαστῶν τούτων εἰς τὰ δικαστήρια τῆς Παλαιᾶς Ἑλλάδος. [1255, 1154, 1467, 1285]
serial-paragraph: (Ἀκολουθεῖ) [809, 649, 879, 663]
bank-title: ΕΜΠΟΡΙΚΗ ΤΡΑΠΕΖΑ ΤΗΣ ΕΛΛΑΔΟΣ [612, 1408, 973, 1461]
article-paragraph: Ἡ γλῶσσα, ἡ ἐκληνησμένη γλῶσσα, ἡ μὴ δυσφημίζουσα προσωπικάς τῆς σκέψεις καὶ τὰς διαθέσεις τοῦ γράφοντος εἰς τὴν χθεσινὴν «Ἑστίαν», σχετικῶς μὲ τὴν δολοφονικὴν ἐπίθεσιν τῶν στρατιωτῶν τοῦ Βενιζέλου κατὰ τῶν εὐνοϊκῶν ἡρώων εὐζώνων πρὸς τὸν Ἀλιάκμονα μὲν καὶ πρὸ τῆς Αἰκατερίνης, ἡ γλῶσσα αὐτὴ μαρτυρεῖ τὰς διαθέσεις καὶ τὰ σχέδια καὶ τοὺς σκοπούς ἐκείνων οἵτινες διευθύνουσιν ἐκ τῶν παρασκηνίων. Ὁμιλοῦν δὲ ἀρκετὰ ἀνθρωπινά καὶ μὲ ἐννόησιν τῆς θύραντος κύκλοι τὸ πράττεται διὰ τὰς ὑποσχέσεις καὶ διαβεβαιώσεις. Κατὰ τὴν κρισιμωτάτην ταύτην στιγμὴν ἣν ἔχομεν, εὐχὴ καὶ ἐπιστήμων ὅτι τὴν προσοχὴν εἰς τὸν λευκὸν παραγωγὴν καὶ εἰς τὴν Α. Μ. τὸν Βασιλέα, ὅπως μὴ παχυλωθῇ καὶ περιοδεύσωσι τὸ Ἔθνος εἰς τὴν καταστροφήν. [189, 792, 355, 1259]
bank-subtitle: ΕΔΡΑ ΕΝ ΑΘΗΝΑΙΣ [736, 1467, 850, 1479]
bank-service-line: ΕΙΣΠΡΑΞΕΙΣ ΚΑΙ ΑΝΤΙΣΗΜΑΝΣΕΙΣ ἐπὶ πάσης πόλεως τῆς Ἑλλάδος καὶ τοῦ Ἐξωτερικοῦ. [573, 1590, 1013, 1615]
divider [189, 2113, 355, 2114]
divider [363, 770, 548, 771]
divider [189, 242, 355, 243]
